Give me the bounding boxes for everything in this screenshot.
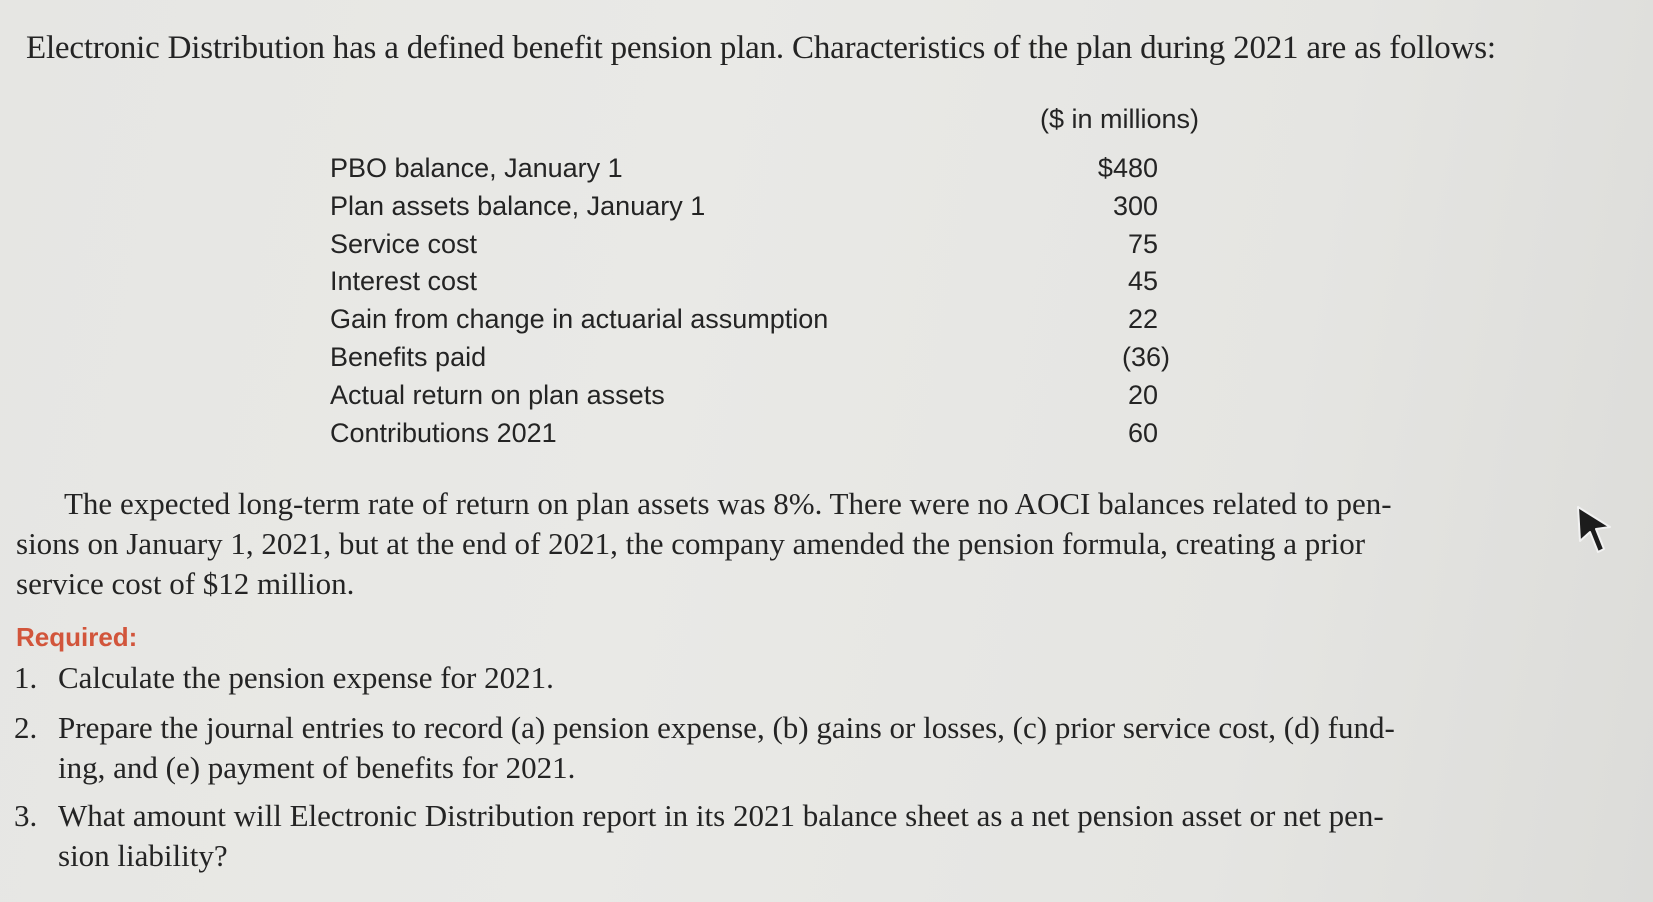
row-label: Interest cost	[330, 266, 478, 297]
arrow-cursor-icon	[1574, 505, 1614, 555]
table-row	[330, 339, 1170, 377]
paragraph-line: The expected long-term rate of return on plan assets was 8%. There were no AOCI balances related to pen-	[64, 486, 1392, 521]
row-value: 75	[1127, 228, 1158, 259]
row-label: Service cost	[330, 228, 478, 259]
row-value: 300	[1112, 190, 1158, 221]
required-heading: Required:	[16, 622, 138, 652]
row-label: Actual return on plan assets	[330, 379, 665, 410]
item-text: sion liability?	[58, 838, 228, 873]
row-label: Plan assets balance, January 1	[330, 190, 706, 221]
row-value: (36)	[1121, 341, 1170, 372]
row-value: 45	[1127, 266, 1158, 297]
paragraph-line: sions on January 1, 2021, but at the end of 2021, the company amended the pension formula, creating a prior	[16, 526, 1366, 561]
table-row	[330, 188, 1170, 226]
table-row	[330, 377, 1170, 415]
item-number: 2.	[14, 710, 38, 745]
row-label: PBO balance, January 1	[330, 153, 623, 183]
row-value: 60	[1127, 417, 1158, 448]
item-text: What amount will Electronic Distribution report in its 2021 balance sheet as a net pension asset or net pen-	[58, 798, 1384, 833]
item-number: 3.	[14, 798, 38, 833]
row-label: Benefits paid	[330, 341, 487, 372]
row-value: 22	[1127, 304, 1158, 335]
assumptions-paragraph	[16, 484, 1496, 604]
table-row	[330, 301, 1170, 339]
row-label: Contributions 2021	[330, 417, 557, 448]
item-text: Calculate the pension expense for 2021.	[58, 660, 554, 695]
row-value: $480	[1097, 153, 1158, 183]
required-item	[14, 708, 1395, 788]
item-number: 1.	[14, 660, 38, 695]
table-unit-header: ($ in millions)	[1040, 104, 1200, 134]
row-value: 20	[1127, 379, 1158, 410]
table-row	[330, 263, 1170, 301]
table-row	[330, 226, 1170, 264]
row-label: Gain from change in actuarial assumption	[330, 304, 829, 335]
required-item	[14, 658, 554, 698]
table-row	[330, 415, 1170, 453]
pension-data-table	[330, 150, 1170, 452]
intro-text: Electronic Distribution has a defined benefit pension plan. Characteristics of the plan during 2021 are as follows:	[26, 30, 1496, 66]
paragraph-line: service cost of $12 million.	[16, 566, 355, 601]
required-item	[14, 796, 1384, 876]
table-row	[330, 150, 1170, 188]
item-text: Prepare the journal entries to record (a) pension expense, (b) gains or losses, (c) prior service cost, (d) fund-	[58, 710, 1395, 745]
item-text: ing, and (e) payment of benefits for 2021.	[58, 750, 576, 785]
